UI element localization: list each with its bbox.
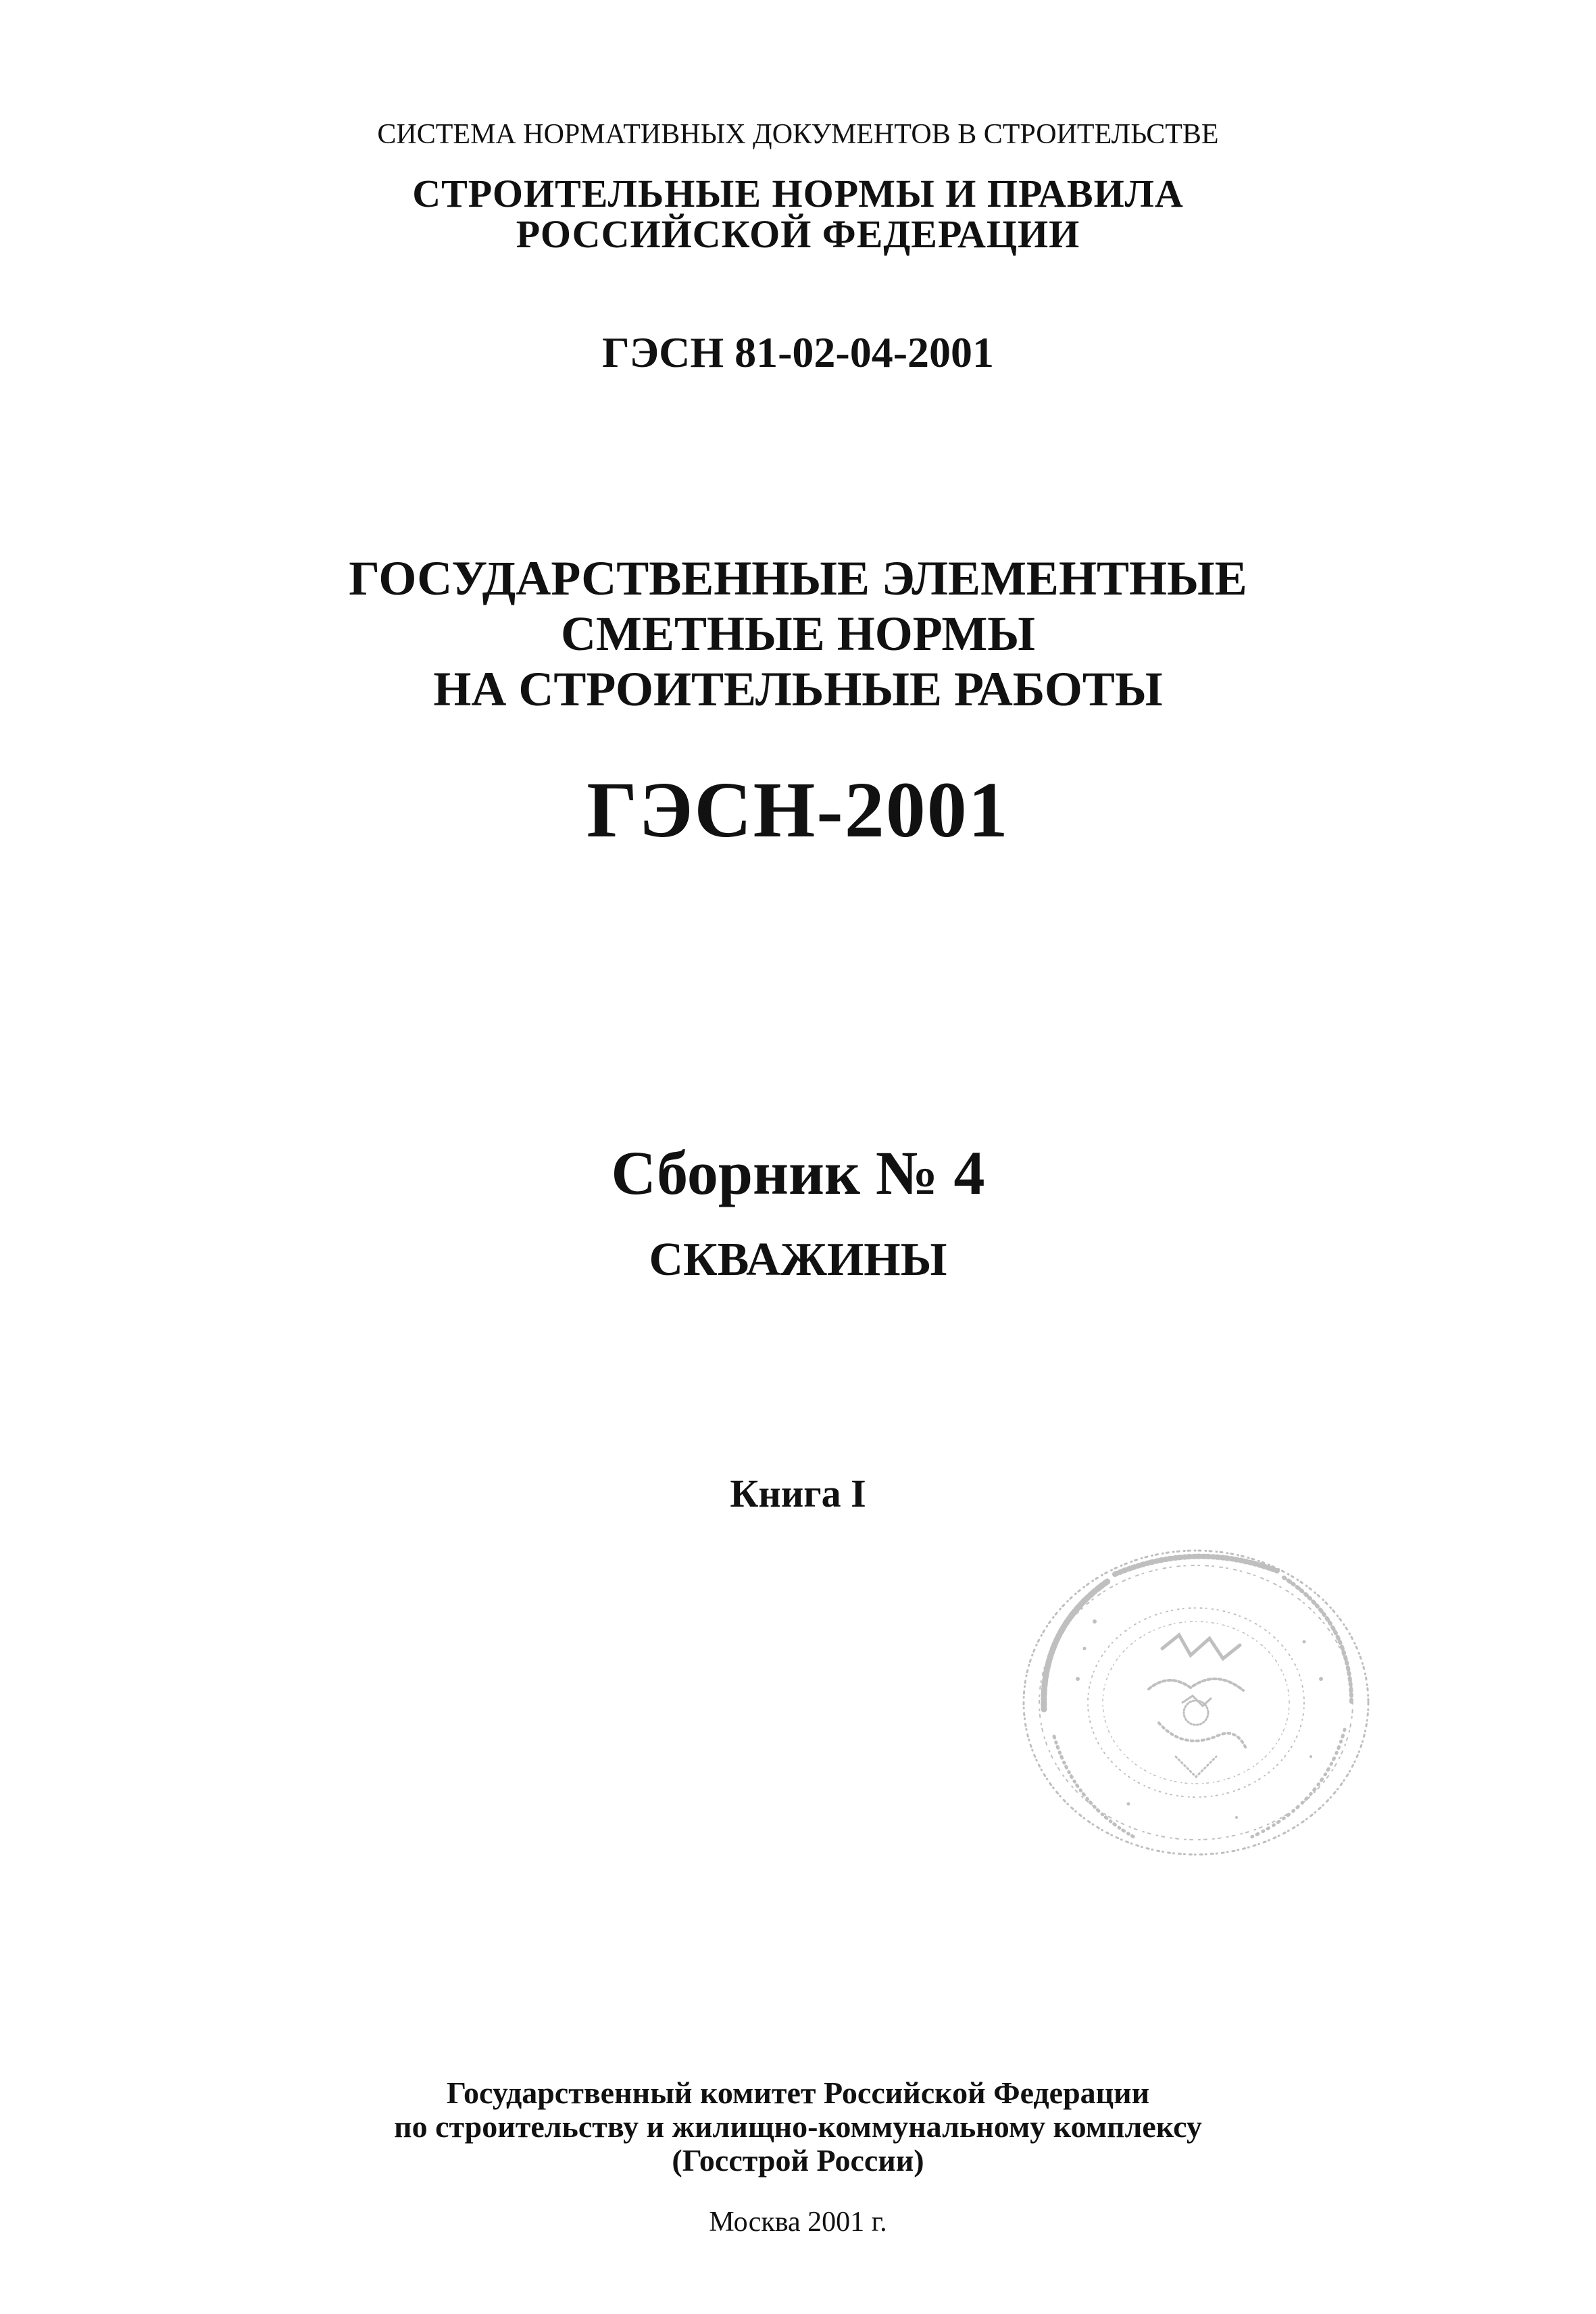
round-seal-stamp-icon: [1014, 1534, 1378, 1871]
publisher-line-3: (Госстрой России): [672, 2143, 924, 2178]
standard-code: ГЭСН-2001: [587, 765, 1009, 854]
main-title-line-1: ГОСУДАРСТВЕННЫЕ ЭЛЕМЕНТНЫЕ: [349, 551, 1247, 605]
series-title: СИСТЕМА НОРМАТИВНЫХ ДОКУМЕНТОВ В СТРОИТЕЛЬСТВЕ: [377, 119, 1219, 150]
publisher-line-2: по строительству и жилищно-коммунальному комплексу: [394, 2109, 1202, 2144]
publisher-line-1: Государственный комитет Российской Федерации: [446, 2076, 1150, 2110]
collection-number: Сборник № 4: [611, 1138, 985, 1207]
document-code: ГЭСН 81-02-04-2001: [601, 328, 995, 376]
snip-title-line-1: СТРОИТЕЛЬНЫЕ НОРМЫ И ПРАВИЛА: [412, 172, 1184, 216]
main-title-line-3: НА СТРОИТЕЛЬНЫЕ РАБОТЫ: [433, 662, 1163, 716]
main-title-line-2: СМЕТНЫЕ НОРМЫ: [561, 607, 1035, 661]
city-and-year: Москва 2001 г.: [709, 2207, 887, 2238]
book-number: Книга I: [730, 1472, 866, 1515]
snip-title-line-2: РОССИЙСКОЙ ФЕДЕРАЦИИ: [516, 212, 1080, 256]
collection-title: СКВАЖИНЫ: [649, 1234, 947, 1286]
